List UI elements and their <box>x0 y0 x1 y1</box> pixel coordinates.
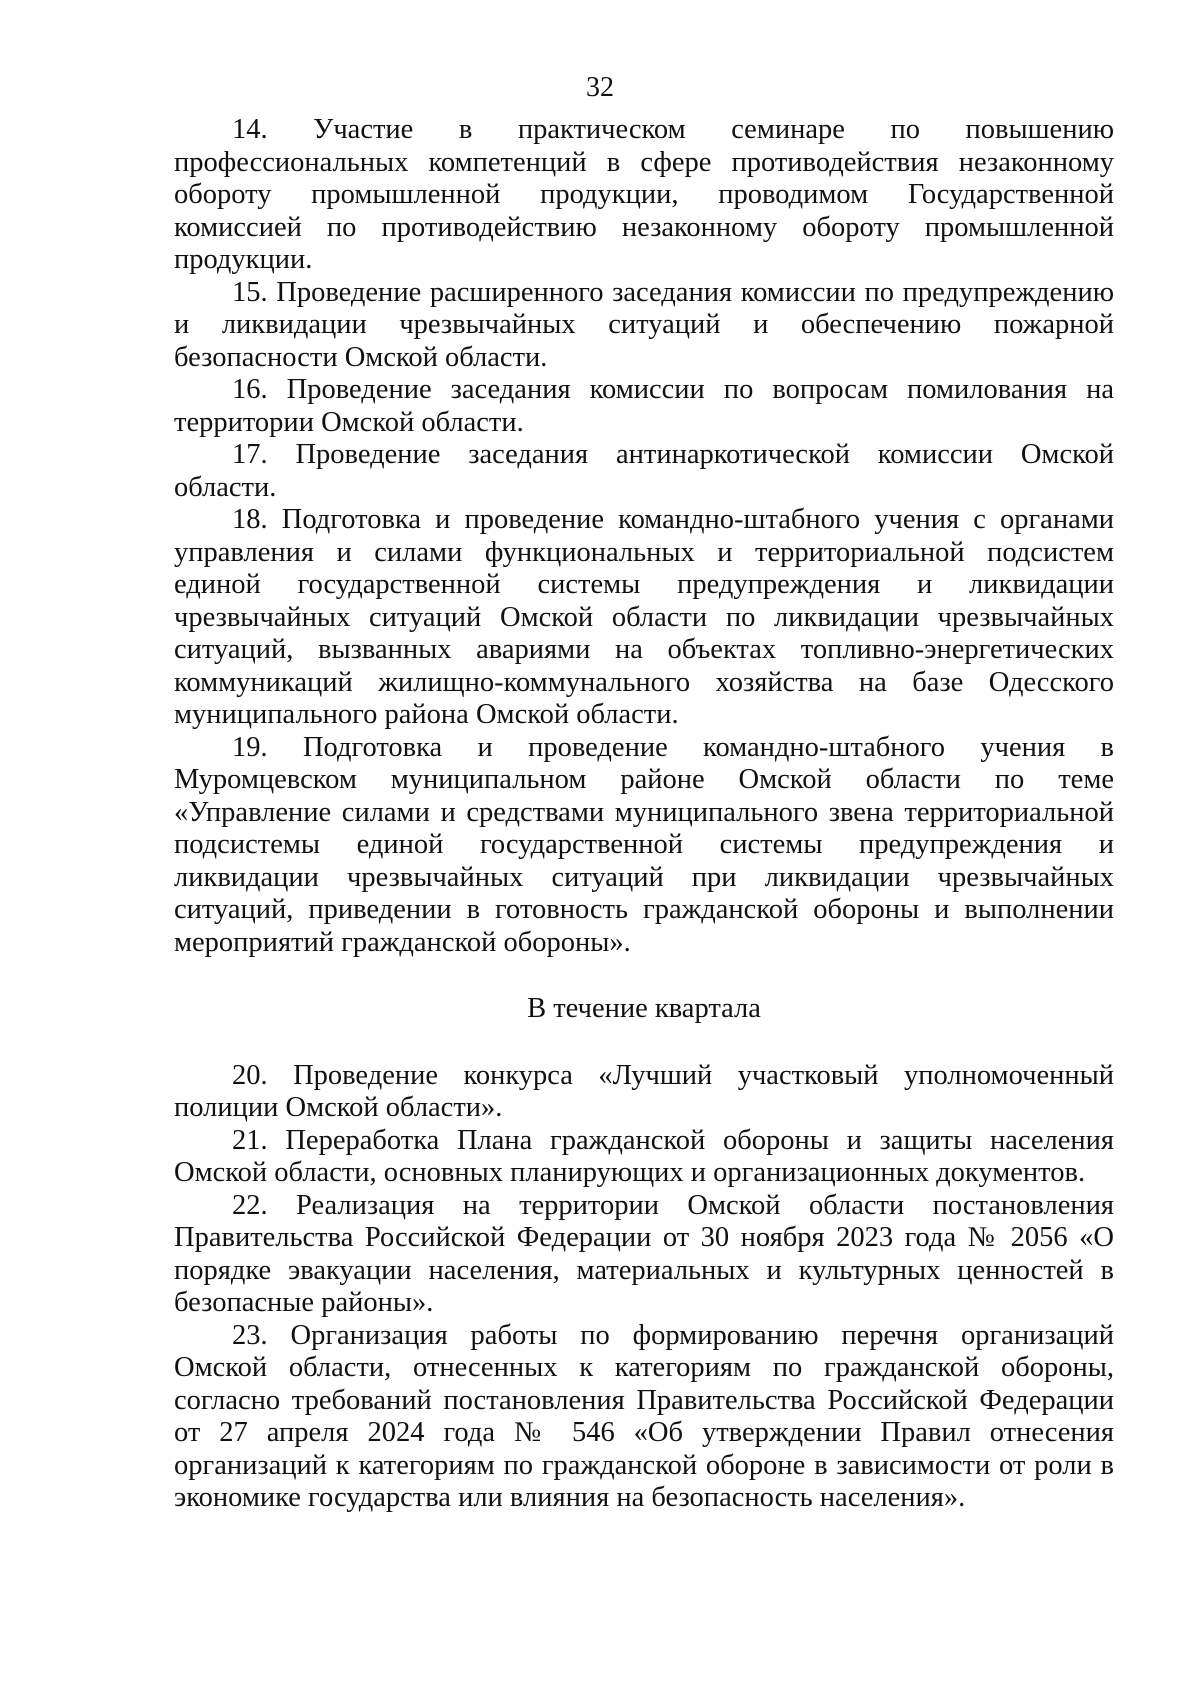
item-text: Подготовка и проведение командно-штабного учения в Муромцевском муниципальном районе Омской области по теме «Управление силами и средствами муниципального звена территориальной подсистемы единой государственной системы предупреждения и ликвидации чрезвычайных ситуаций при ликвидации чрезвычайных ситуаций, приведении в готовность гражданской обороны и выполнении мероприятий гражданской обороны». <box>174 731 1114 958</box>
item-number: 21. <box>232 1124 268 1156</box>
list-item-18 <box>174 504 1114 732</box>
item-text: Проведение заседания комиссии по вопросам помилования на территории Омской области. <box>174 374 1114 438</box>
list-item-19 <box>174 732 1114 960</box>
item-number: 19. <box>232 731 268 763</box>
item-number: 23. <box>232 1319 268 1351</box>
item-number: 22. <box>232 1189 268 1221</box>
item-number: 16. <box>232 374 268 405</box>
item-text: Проведение расширенного заседания комиссии по предупреждению и ликвидации чрезвычайных ситуаций и обеспечению пожарной безопасности Омской области. <box>174 276 1114 373</box>
item-number: 15. <box>232 276 268 308</box>
item-text: Подготовка и проведение командно-штабного учения с органами управления и силами функциональных и территориальной подсистем единой государственной системы предупреждения и ликвидации чрезвычайных ситуаций Омской области по ликвидации чрезвычайных ситуаций, вызванных авариями на объектах топливно-энергетических коммуникаций жилищно-коммунального хозяйства на базе Одесского муниципального района Омской области. <box>174 504 1115 730</box>
list-item-22 <box>174 1190 1114 1320</box>
list-item-15 <box>174 277 1114 375</box>
list-item-23 <box>174 1320 1114 1515</box>
item-text: Участие в практическом семинаре по повышению профессиональных компетенций в сфере противодействия незаконному обороту промышленной продукции, проводимом Государственной комиссией по противодействию незаконному обороту промышленной продукции. <box>174 114 1114 275</box>
item-text: Проведение заседания антинаркотической комиссии Омской области. <box>174 439 1114 503</box>
document-body <box>174 114 1114 1515</box>
list-item-21 <box>174 1125 1114 1190</box>
item-number: 14. <box>232 114 268 145</box>
list-item-16 <box>174 374 1114 439</box>
item-text: Организация работы по формированию перечня организаций Омской области, отнесенных к категориям по гражданской обороны, согласно требований постановления Правительства Российской Федерации от 27 апреля 2024 года № 546 «Об утверждении Правил отнесения организаций к категориям по гражданской обороне в зависимости от роли в экономике государства или влияния на безопасность населения». <box>174 1319 1114 1513</box>
section-heading: В течение квартала <box>527 993 761 1024</box>
item-number: 18. <box>232 504 268 535</box>
list-item-14 <box>174 114 1114 277</box>
item-text: Реализация на территории Омской области постановления Правительства Российской Федерации от 30 ноября 2023 года № 2056 «О порядке эвакуации населения, материальных и культурных ценностей в безопасные районы». <box>174 1189 1114 1318</box>
page-number: 32 <box>586 72 614 103</box>
list-item-17 <box>174 439 1114 504</box>
item-number: 20. <box>232 1059 268 1091</box>
item-text: Проведение конкурса «Лучший участковый уполномоченный полиции Омской области». <box>174 1059 1114 1123</box>
item-number: 17. <box>232 439 268 470</box>
list-item-20 <box>174 1060 1114 1125</box>
item-text: Переработка Плана гражданской обороны и защиты населения Омской области, основных планирующих и организационных документов. <box>174 1124 1114 1188</box>
